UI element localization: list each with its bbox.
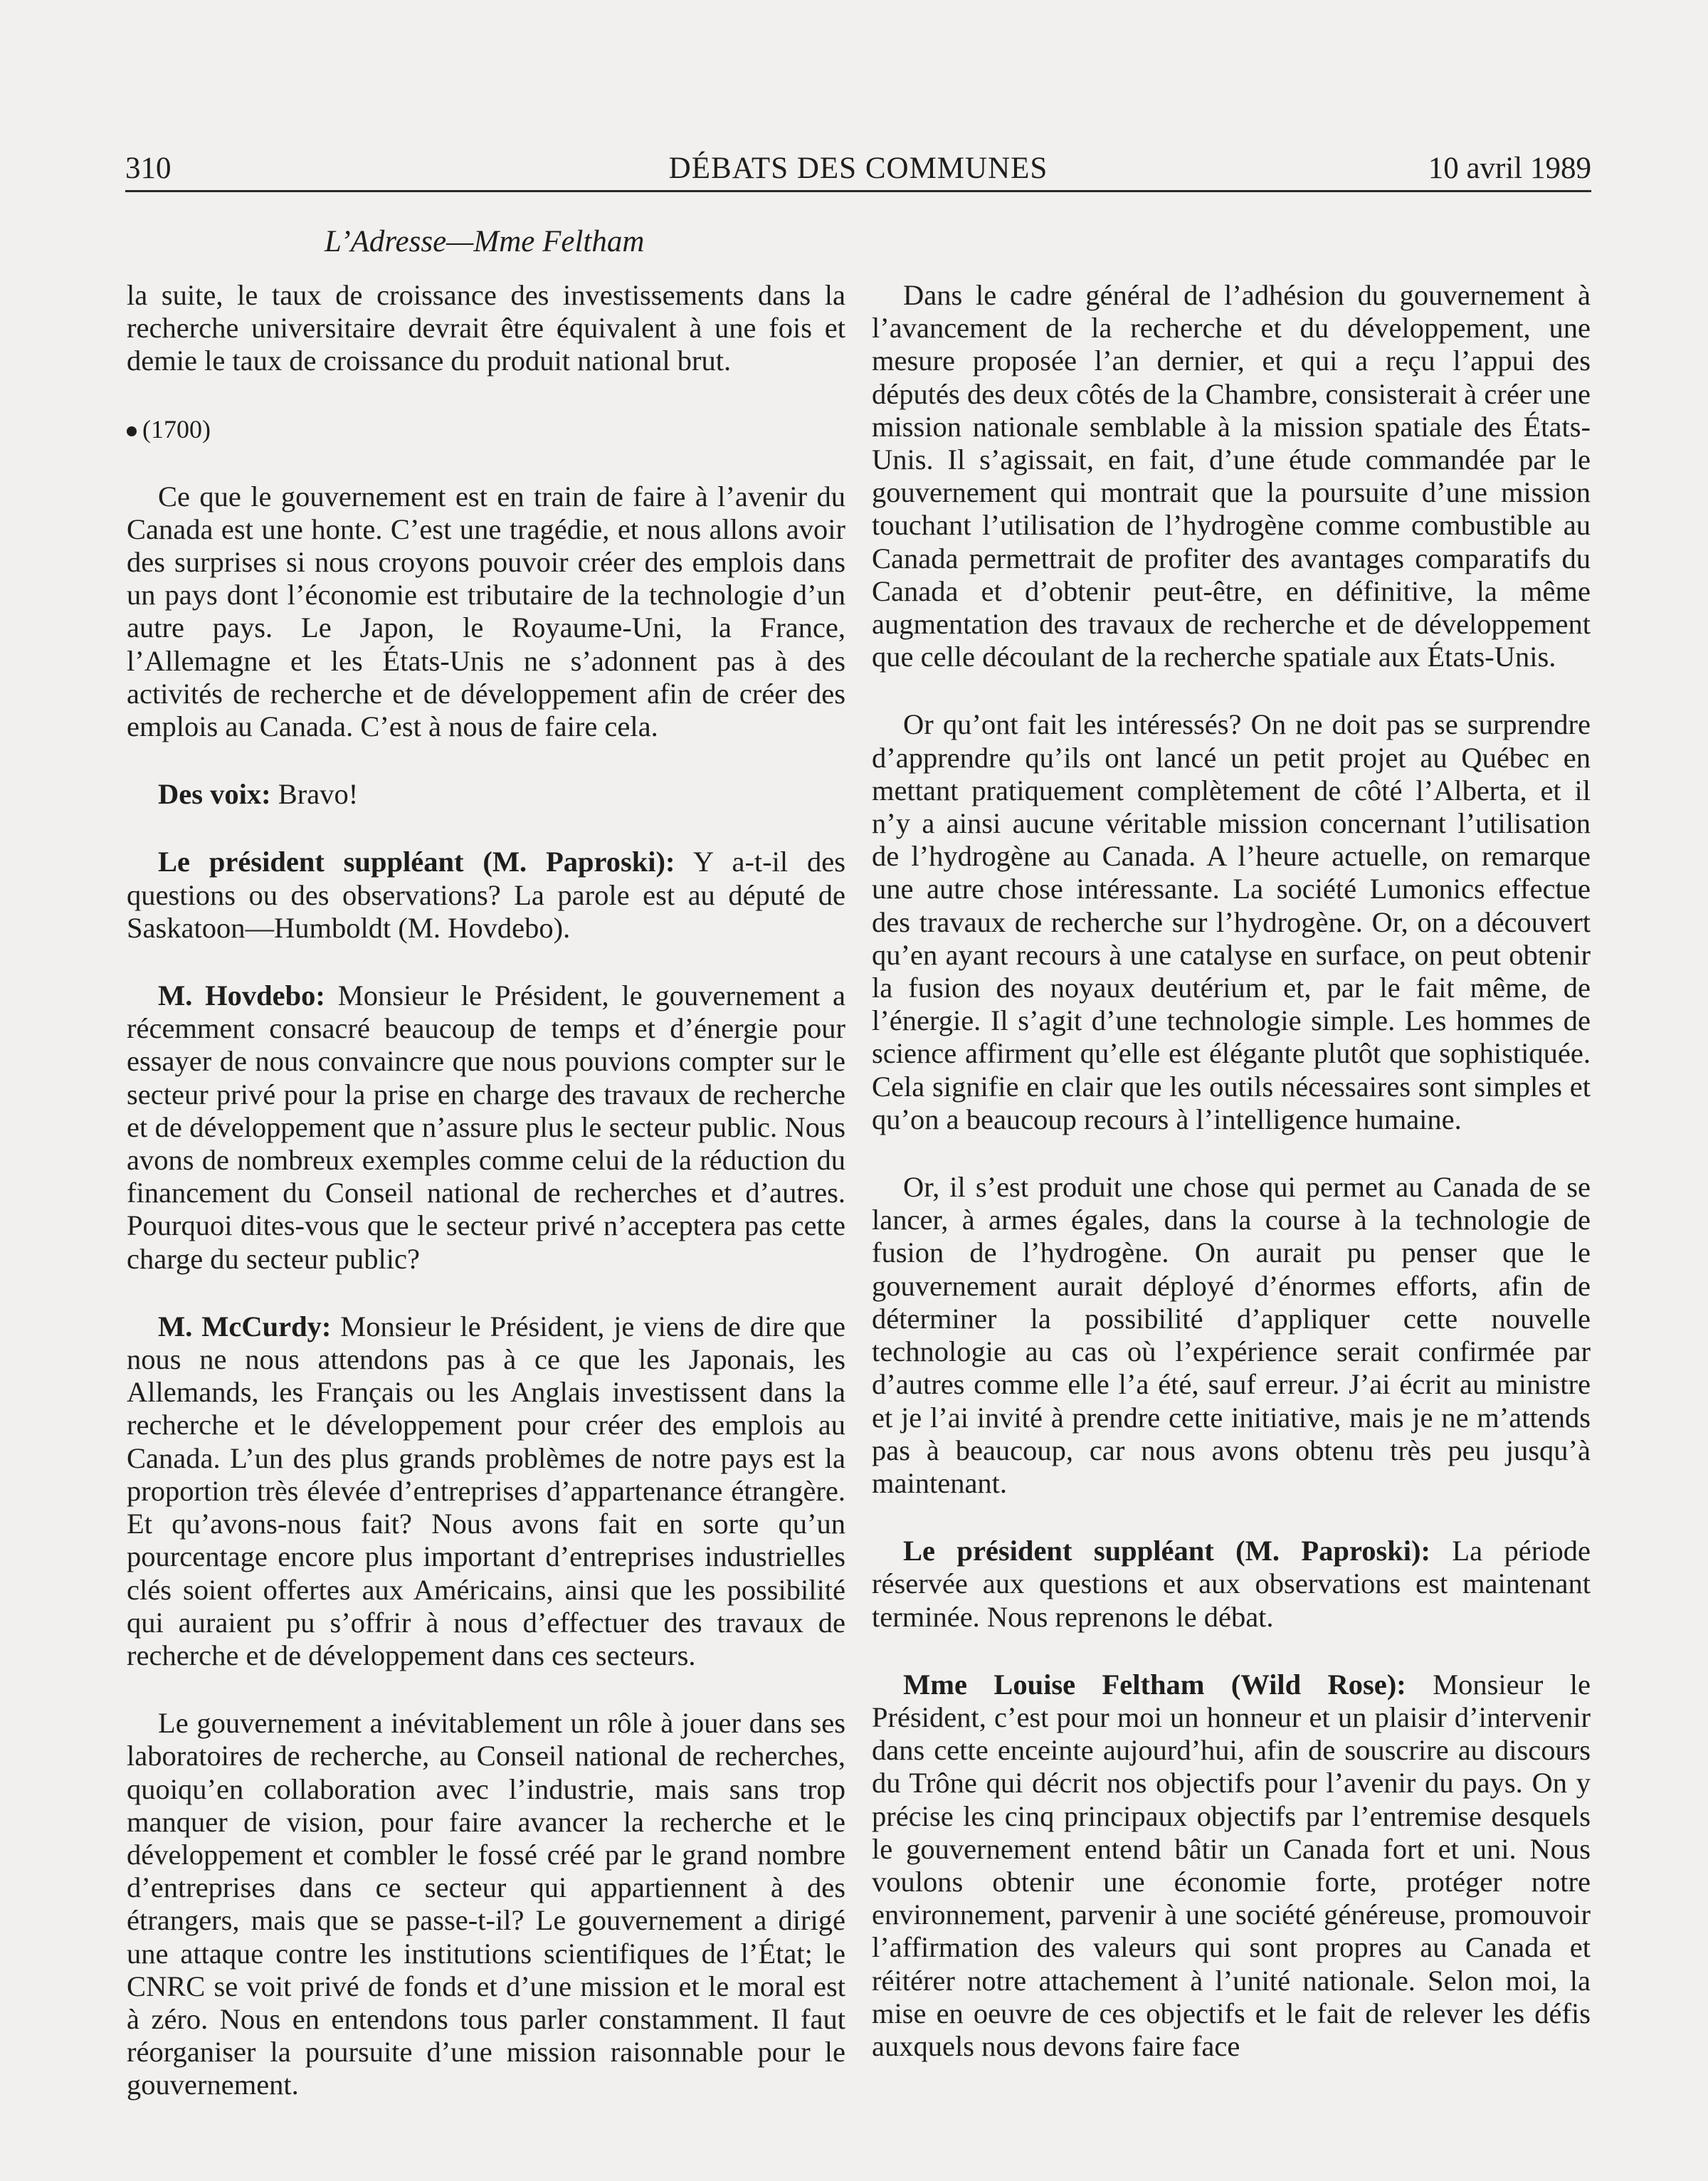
bullet-icon [127, 426, 137, 436]
time-marker [127, 413, 845, 446]
speaker-name: Mme Louise Feltham (Wild Rose): [903, 1668, 1406, 1701]
journal-title: DÉBATS DES COMMUNES [668, 152, 1048, 185]
speech-text: Y a-t-il des questions ou des observations? La parole est au député de Saskatoon—Humboldt (M. Hovdebo). [127, 846, 846, 944]
right-column [872, 279, 1591, 2098]
speaker-name: M. Hovdebo: [158, 979, 325, 1012]
speech-paragraph [127, 778, 845, 811]
speech-paragraph [127, 1310, 845, 1672]
speech-paragraph [872, 1535, 1591, 1634]
speech-paragraph [127, 979, 845, 1276]
speech-text: Monsieur le Président, c’est pour moi un honneur et un plaisir d’intervenir dans cette enceinte aujourd’hui, afin de souscrire au discours du Trône qui décrit nos objectifs pour l’avenir du pays. On y précise les cinq principaux objectifs par l’entremise desquels le gouvernement entend bâtir un Canada fort et uni. Nous voulons obtenir une économie forte, protéger notre environnement, parvenir à une société généreuse, promouvoir l’affirmation des valeurs qui sont propres au Canada et réitérer notre attachement à l’unité nationale. Selon moi, la mise en oeuvre de ces objectifs et le fait de relever les défis auxquels nous devons faire face [872, 1668, 1591, 2062]
page-number: 310 [125, 152, 172, 185]
paragraph: la suite, le taux de croissance des investissements dans la recherche universitaire devrait être équivalent à une fois et demie le taux de croissance du produit national brut. [127, 279, 845, 377]
header-rule [125, 190, 1591, 192]
speech-text: La période réservée aux questions et aux observations est maintenant terminée. Nous reprenons le débat. [872, 1535, 1591, 1633]
speaker-name: Des voix: [158, 778, 271, 811]
speaker-name: Le président suppléant (M. Paproski): [158, 846, 675, 878]
paragraph: Ce que le gouvernement est en train de faire à l’avenir du Canada est une honte. C’est une tragédie, et nous allons avoir des surprises si nous croyons pouvoir créer des emplois dans un pays dont l’économie est tributaire de la technologie d’un autre pays. Le Japon, le Royaume-Uni, la France, l’Allemagne et les États-Unis ne s’adonnent pas à des activités de recherche et de développement afin de créer des emplois au Canada. C’est à nous de faire cela. [127, 480, 845, 743]
issue-date: 10 avril 1989 [1428, 152, 1591, 185]
paragraph: Or qu’ont fait les intéressés? On ne doit pas se surprendre d’apprendre qu’ils ont lancé un petit projet au Québec en mettant pratiquement complètement de côté l’Alberta, et il n’y a ainsi aucune véritable mission concernant l’utilisation de l’hydrogène au Canada. A l’heure actuelle, on remarque une autre chose intéressante. La société Lumonics effectue des travaux de recherche sur l’hydrogène. Or, on a découvert qu’en ayant recours à une catalyse en surface, on peut obtenir la fusion des noyaux deutérium et, par le fait même, de l’énergie. Il s’agit d’une technologie simple. Les hommes de science affirment qu’elle est élégante plutôt que sophistiquée. Cela signifie en clair que les outils nécessaires sont simples et qu’on a beaucoup recours à l’intelligence humaine. [872, 708, 1591, 1135]
paragraph: Or, il s’est produit une chose qui permet au Canada de se lancer, à armes égales, dans la course à la technologie de fusion de l’hydrogène. On aurait pu penser que le gouvernement aurait déployé d’énormes efforts, afin de déterminer la possibilité d’appliquer cette nouvelle technologie au cas où l’expérience serait confirmée par d’autres comme elle l’a été, sauf erreur. J’ai écrit au ministre et je l’ai invité à prendre cette initiative, mais je ne m’attends pas à beaucoup, car nous avons obtenu très peu jusqu’à maintenant. [872, 1171, 1591, 1499]
paragraph: Dans le cadre général de l’adhésion du gouvernement à l’avancement de la recherche et du développement, une mesure proposée l’an dernier, et qui a reçu l’appui des députés des deux côtés de la Chambre, consisterait à créer une mission nationale semblable à la mission spatiale des États-Unis. Il s’agissait, en fait, d’une étude commandée par le gouvernement qui montrait que la poursuite d’une mission touchant l’utilisation de l’hydrogène comme combustible au Canada permettrait de profiter des avantages comparatifs du Canada et d’obtenir peut-être, en définitive, la même augmentation des travaux de recherche et de développement que celle découlant de la recherche spatiale aux États-Unis. [872, 279, 1591, 673]
left-column [127, 279, 845, 2137]
speech-paragraph [127, 846, 845, 945]
page-header [125, 147, 1591, 191]
speech-paragraph [872, 1668, 1591, 2063]
speaker-name: M. McCurdy: [158, 1310, 332, 1342]
speech-text: Monsieur le Président, je viens de dire que nous ne nous attendons pas à ce que les Japonais, les Allemands, les Français ou les Anglais investissent dans la recherche et le développement pour créer des emplois au Canada. L’un des plus grands problèmes de notre pays est la proportion très élevée d’entreprises d’appartenance étrangère. Et qu’avons-nous fait? Nous avons fait en sorte qu’un pourcentage encore plus important d’entreprises industrielles clés soient offertes aux Américains, ainsi que les possibilité qui auraient pu s’offrir à nous d’effectuer des travaux de recherche et de développement dans ces secteurs. [127, 1310, 845, 1671]
running-head: L’Adresse—Mme Feltham [325, 225, 645, 258]
speech-text: Monsieur le Président, le gouvernement a récemment consacré beaucoup de temps et d’énergie pour essayer de nous convaincre que nous pouvions compter sur le secteur privé pour la prise en charge des travaux de recherche et de développement que n’assure plus le secteur public. Nous avons de nombreux exemples comme celui de la réduction du financement du Conseil national de recherches et d’autres. Pourquoi dites-vous que le secteur privé n’acceptera pas cette charge du secteur public? [127, 979, 845, 1275]
speaker-name: Le président suppléant (M. Paproski): [903, 1535, 1430, 1567]
time-marker-text: (1700) [142, 414, 211, 443]
paragraph: Le gouvernement a inévitablement un rôle à jouer dans ses laboratoires de recherche, au Conseil national de recherches, quoiqu’en collaboration avec l’industrie, mais sans trop manquer de vision, pour faire avancer la recherche et le développement et combler le fossé créé par le grand nombre d’entreprises dans ce secteur qui appartiennent à des étrangers, mais que se passe-t-il? Le gouvernement a dirigé une attaque contre les institutions scientifiques de l’État; le CNRC se voit privé de fonds et d’une mission et le moral est à zéro. Nous en entendons tous parler constamment. Il faut réorganiser la poursuite d’une mission raisonnable pour le gouvernement. [127, 1707, 845, 2101]
speech-text: Bravo! [270, 778, 359, 811]
